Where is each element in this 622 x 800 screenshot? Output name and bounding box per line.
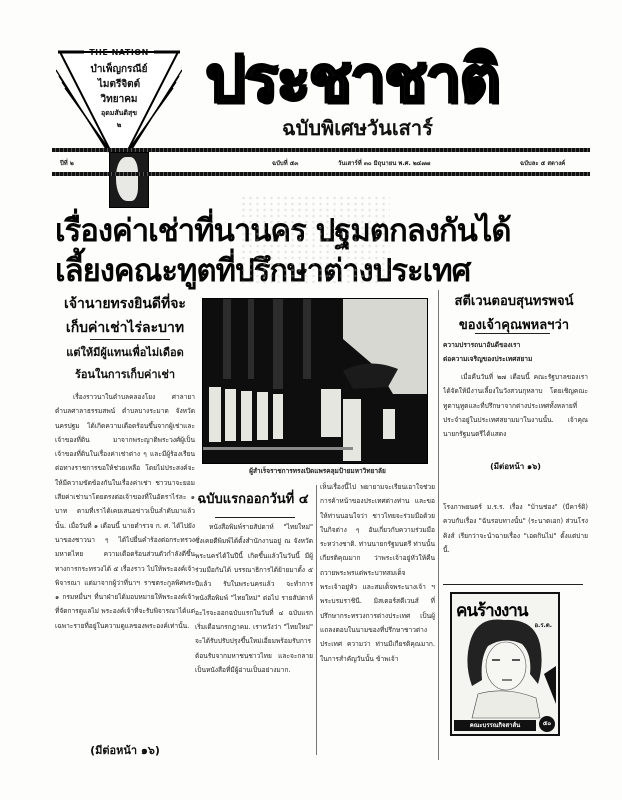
left-subheading [55,342,195,386]
right-continued: (มีต่อหน้า ๑๖) [490,462,541,471]
subheading-line: แต่ให้มีผู้แทนเพื่อไม่เดือด [66,346,184,359]
ad-publisher: คณะบรรณกิจสาส์น [454,720,536,731]
price-label: ฉบับละ ๕ สตางค์ [520,160,566,167]
headline-1: เรื่องค่าเช่าที่นานคร ปฐมตกลงกันได้ [55,213,511,249]
middle-body: หนังสือพิมพ์รายสัปดาห์ "ไทยใหม่" ซึ่งเคยตีพิมพ์ได้ตั้งสำนักงานอยู่ ณ จังหวัดพระนครได้ในปีนี้ เกิดขึ้นแล้วในวันนี้ มีผู้ร่วมมือกันได้ บรรณาธิการได้ย้ายมาตั้ง ๕ ปีแล้ว รับในพระนครแล้ว จะทำการหนังสือพิมพ์ "ไทยใหม่" ต่อไป รายสัปดาห์ อะไรจะออกฉบับแรกในวันที่ ๔ ฉบับแรกเริ่มเดือนกรกฎาคม. เราหวังว่า "ไทยใหม่" จะได้รับปรับปรุงขึ้นใหม่เอี่ยมพร้อมรับการต้อนรับจากมหาชนชาวไทย และจะกลายเป็นหนังสือที่มีผู้อ่านเป็นอย่างมาก. [195,523,313,674]
ceremony-photo-icon [203,299,427,463]
masthead-rule-top [52,148,590,152]
right-subheading [443,338,588,368]
right-body: เมื่อคืนวันที่ ๒๗ เดือนนี้ คณะรัฐบาลของเราได้จัดให้มีงานเลี้ยงในวังสวนกุหลาบ โดยเชิญคณะทูตานุทูตและที่ปรึกษาจากต่างประเทศทั้งหลายที่ประจำอยู่ในประเทศสยามมาในงานนั้น. เจ้าคุณนายกรัฐมนตรีได้แสดง [443,373,588,439]
motto-number: ๒ [116,121,122,129]
headline-2: เลี้ยงคณะทูตที่ปรึกษาต่างประเทศ [55,253,471,289]
left-heading [55,292,195,340]
emblem-motto [78,62,160,131]
right-heading [440,290,588,338]
divider [443,584,583,585]
masthead-rule-bottom [52,172,590,176]
newspaper-title: ประชาชาติ [205,43,499,117]
heading-line: ของเจ้าคุณพหลฯว่า [458,318,570,333]
heading-line: เจ้านายทรงยินดีที่จะ [64,296,186,312]
column-rule [316,485,317,755]
motto-line: ไมตรีจิตต์ [97,79,141,90]
cinema-notice: โรงภาพยนตร์ ม.ร.ร. เรื่อง "บ้านช่อง" (บีคาร์ดิ) ควบกับเรื่อง "ฉันรอบทางนั้น" (ระนาดเอก) ส่วนโรงคิงส์ เรียกว่าจะนำฉายเรื่อง "เอดกินไม่" ตั้งแต่บ่ายนี้. [443,503,588,554]
book-advertisement [450,592,560,736]
newspaper-subtitle: ฉบับพิเศษวันเสาร์ [282,116,433,140]
subheading-line: ความปรารถนาอันดีของเรา [443,341,521,349]
ad-price-badge: ๕๐ [539,716,555,732]
year-label: ปีที่ ๒ [60,160,74,167]
middle-right-body: เห็นเรื่องนี้ไป พยายามจะเรียนเอาใจช่วยการค้าหน้าของประเทศต่างท่าน และขอให้ท่านนอนใจว่า ชาวไทยจะร่วมมือด้วยในกิจต่าง ๆ อันเกี่ยวกับความร่วมมือระหว่างชาติ. ท่านนายกรัฐมนตรี ท่านนั้นเกียรติคุณมาก ว่าพระเจ้าอยู่หัวให้คืน ถวายพระพรแด่พระบาทสมเด็จพระเจ้าอยู่หัว และสมเด็จพระนางเจ้า ฯ พระบรมราชินี. มิสเตอร์สตีเวนส์ ที่ปรึกษากระทรวงการต่างประเทศ เป็นผู้แถลงตอบในนามของที่ปรึกษาชาวต่างประเทศ ความว่า ท่านมีเกียรติคุณมาก. ในการสำคัญวันนั้น ข้าพเจ้า [320,483,435,663]
middle-heading: ฉบับแรกออกวันที่ ๔ [197,492,309,507]
ad-author: อ.ร.ด. [534,622,552,629]
motto-line: วิทยาคม [100,94,138,105]
heading-line: สตีเวนตอบสุนทรพจน์ [454,294,574,309]
issue-date: วันเสาร์ที่ ๓๐ มิถุนายน พ.ศ. ๒๔๗๗ [338,160,431,167]
print-noise [240,195,390,285]
column-rule [438,290,439,760]
ad-title: คนร้างงาน [456,601,528,621]
divider [215,517,295,518]
issue-number: ฉบับที่ ๕๓ [272,160,299,167]
news-photo [202,298,428,464]
subheading-line: ร้อนในการเก็บค่าเช่า [74,368,175,381]
divider [90,339,170,340]
left-continued: (มีต่อหน้า ๑๖) [90,744,160,757]
the-nation-emblem [56,48,182,156]
heading-line: เก็บค่าเช่าไร่ละบาท [65,320,185,336]
motto-line: บำเพ็ญกรณีย์ [90,64,148,75]
divider [475,333,550,334]
motto-small: อุดมสันติสุข [100,109,138,117]
emblem-label: THE NATION [89,48,149,57]
photo-caption: ผู้สำเร็จราชการทรงเปิดแพรคลุมป้ายมหาวิทยาลัย [249,467,386,475]
subheading-line: ต่อความเจริญของประเทศสยาม [443,355,533,364]
portrait-image [109,152,149,208]
left-body: เรื่องราวนาในตำบลคลองโยง ศาลายา ตำบลศาลาธรรมสพน์ ตำบลบางระมาด จังหวัดนครปฐม ได้เกิดความเดือดร้อนขึ้นจากผู้เช่าและเจ้าของที่ดิน มาจากพระญาติพระวงศ์ผู้เป็นเจ้าของที่ดินในเรื่องค่าเช่าต่าง ๆ และมีผู้ร้องเรียนต่อทางราชการขอให้ช่วยเหลือ โดยไม่ประสงค์จะให้มีความขัดข้องกันในเรื่องค่าเช่า ชาวนาจะยอมเสียค่าเช่านาโดยตรงต่อเจ้าของที่ในอัตราไร่ละ ๑ บาท ตามที่เราได้เคยเสนอข่าวเป็นลำดับมาแล้วนั้น. เมื่อวันที่ ๑ เดือนนี้ นายตำรวจ ก. ศ. ได้ไปยังนาของชาวนา ๆ ได้ไปยื่นคำร้องต่อกระทรวงมหาดไทย ความเดือดร้อนส่วนตัวกำลังดีขึ้น ทางการกระทรวงได้ ๕ เรื่องราว ไปให้พระองค์เจ้าพิจารณา แต่มาจากผู้ว่าที่นาฯ ราชตระกูลพิศพระ ๑ กรมหมื่นฯ ที่นาฝ่ายได้มอบหมายให้พระองค์เจ้าที่จัดการดูแลไม่ พระองค์เจ้าที่จะรับพิจารณาได้แต่เฉพาะรายที่อยู่ในความดูแลของพระองค์เท่านั้น. [55,393,195,630]
